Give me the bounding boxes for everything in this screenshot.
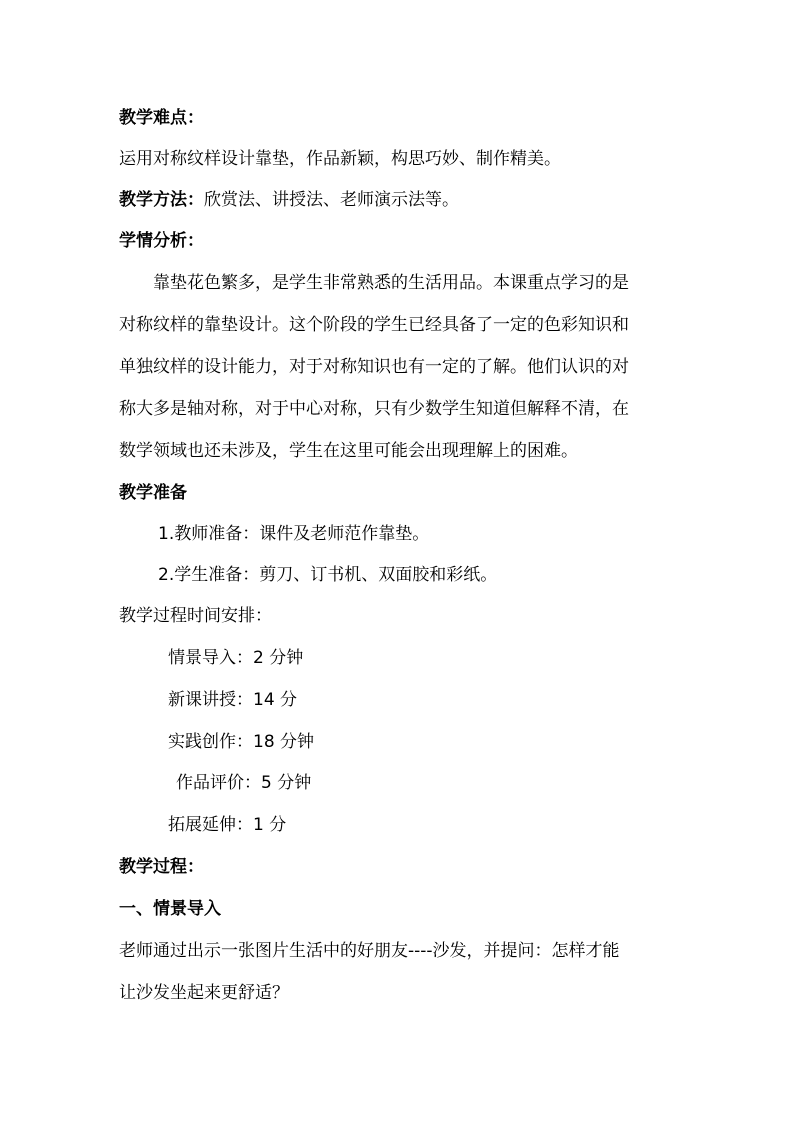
- method-heading: 教学方法：: [119, 190, 204, 210]
- analysis-line: 对称纹样的靠垫设计。这个阶段的学生已经具备了一定的色彩知识和: [119, 315, 629, 335]
- schedule-item: 作品评价：5 分钟: [176, 773, 312, 793]
- method-content: 欣赏法、讲授法、老师演示法等。: [204, 190, 459, 210]
- analysis-heading: 学情分析：: [119, 231, 204, 251]
- section1-line: 老师通过出示一张图片生活中的好朋友----沙发，并提问：怎样才能: [119, 941, 620, 961]
- preparation-item: 1.教师准备：课件及老师范作靠垫。: [158, 524, 430, 544]
- schedule-heading: 教学过程时间安排：: [119, 606, 272, 626]
- preparation-item: 2.学生准备：剪刀、订书机、双面胶和彩纸。: [158, 565, 498, 585]
- schedule-item: 情景导入：2 分钟: [168, 648, 304, 668]
- section1-heading: 一、情景导入: [119, 899, 221, 919]
- difficulty-heading: 教学难点：: [119, 108, 204, 128]
- schedule-item: 实践创作：18 分钟: [168, 732, 315, 752]
- schedule-item: 新课讲授：14 分: [168, 690, 298, 710]
- analysis-line: 称大多是轴对称，对于中心对称，只有少数学生知道但解释不清，在: [119, 399, 629, 419]
- schedule-item: 拓展延伸：1 分: [168, 815, 287, 835]
- process-heading: 教学过程：: [119, 857, 204, 877]
- method-line: [119, 188, 459, 212]
- difficulty-content: 运用对称纹样设计靠垫，作品新颖，构思巧妙、制作精美。: [119, 149, 561, 169]
- analysis-line: 靠垫花色繁多，是学生非常熟悉的生活用品。本课重点学习的是: [153, 273, 629, 293]
- preparation-heading: 教学准备: [119, 483, 187, 503]
- analysis-line: 数学领域也还未涉及，学生在这里可能会出现理解上的困难。: [119, 441, 578, 461]
- section1-line: 让沙发坐起来更舒适？: [119, 983, 289, 1003]
- analysis-line: 单独纹样的设计能力，对于对称知识也有一定的了解。他们认识的对: [119, 357, 629, 377]
